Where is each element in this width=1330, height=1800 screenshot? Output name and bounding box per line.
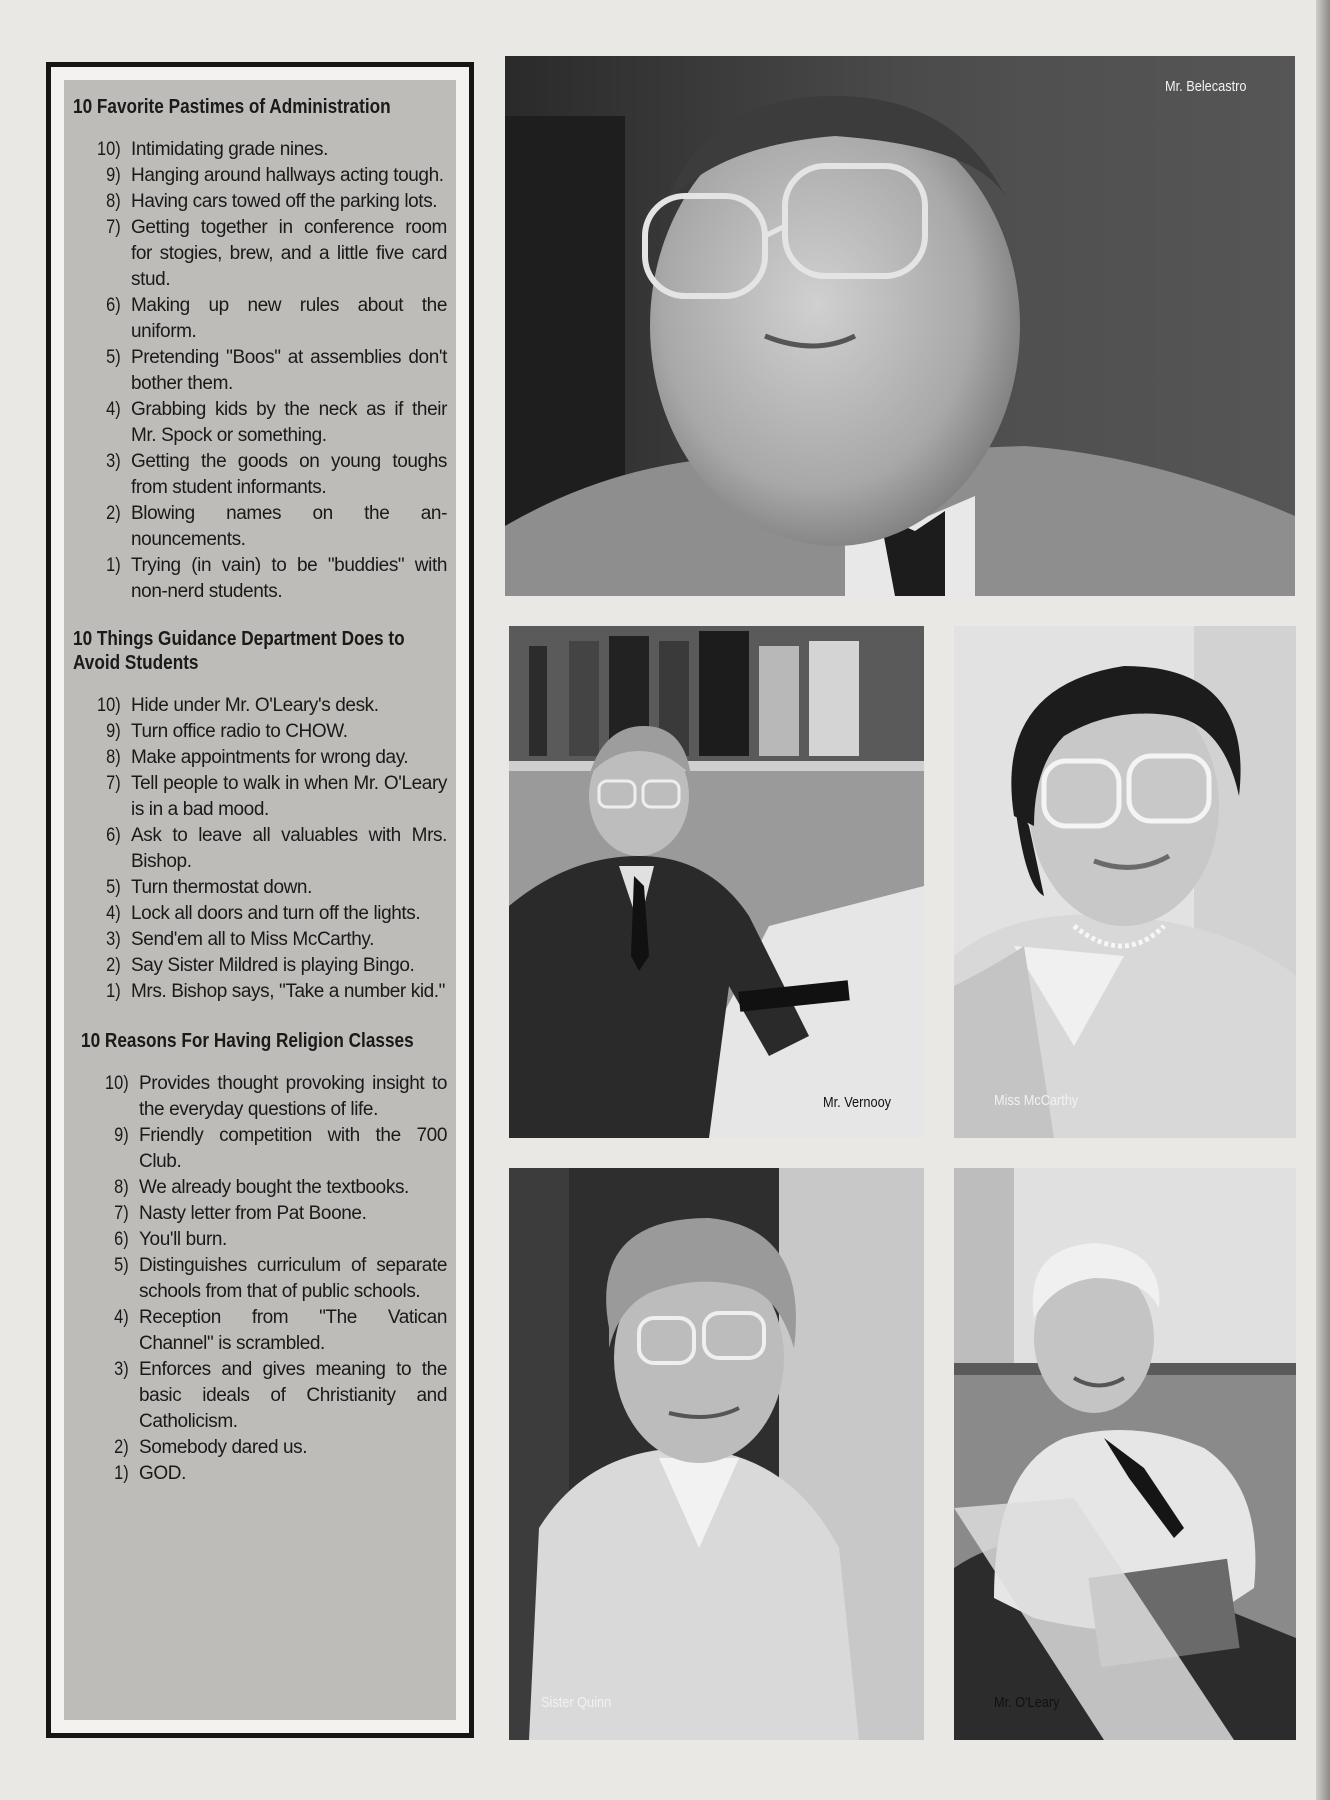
item-text: Getting the goods on young toughs from student informants. [131, 451, 447, 498]
photo-vernooy [509, 626, 924, 1138]
item-number: 4) [114, 1307, 129, 1328]
item-text: Blowing names on the an-nouncements. [131, 503, 447, 550]
list-item [81, 1253, 447, 1305]
item-number: 3) [114, 1359, 129, 1380]
item-text: Getting together in conference room for stogies, brew, and a little five card stud. [131, 217, 447, 290]
caption-quinn: Sister Quinn [541, 1694, 612, 1711]
list-item [73, 901, 447, 927]
item-number: 6) [114, 1229, 129, 1250]
item-number: 6) [106, 825, 121, 846]
list-item [73, 449, 447, 501]
item-number: 8) [106, 747, 121, 768]
item-text: Friendly competition with the 700 Club. [139, 1125, 447, 1172]
item-text: Enforces and gives meaning to the basic ideals of Christianity and Catholicism. [139, 1359, 447, 1432]
list-item [73, 215, 447, 293]
item-text: Nasty letter from Pat Boone. [139, 1203, 367, 1224]
list-item [73, 397, 447, 449]
portrait-belecastro-image [505, 56, 1295, 596]
portrait-oleary-image [954, 1168, 1296, 1740]
item-text: Hanging around hallways acting tough. [131, 165, 444, 186]
list-item [73, 345, 447, 397]
item-text: GOD. [139, 1463, 186, 1484]
portrait-mccarthy-image [954, 626, 1296, 1138]
text-panel-content [51, 67, 469, 1487]
item-number: 2) [114, 1437, 129, 1458]
section-title-religion: 10 Reasons For Having Religion Classes [81, 1030, 414, 1052]
item-number: 1) [106, 555, 121, 576]
item-text: Provides thought provoking insight to the everyday questions of life. [139, 1073, 447, 1120]
item-text: Mrs. Bishop says, "Take a number kid." [131, 981, 446, 1002]
list-administration [73, 137, 447, 605]
list-item [73, 553, 447, 605]
item-number: 9) [106, 165, 121, 186]
list-item [73, 163, 447, 189]
item-text: Ask to leave all valuables with Mrs. Bishop. [131, 825, 447, 872]
item-text: Hide under Mr. O'Leary's desk. [131, 695, 379, 716]
item-text: Say Sister Mildred is playing Bingo. [131, 955, 415, 976]
list-item [81, 1201, 447, 1227]
list-item [73, 823, 447, 875]
text-panel [46, 62, 474, 1738]
list-item [73, 927, 447, 953]
photo-mccarthy [954, 626, 1296, 1138]
item-number: 8) [114, 1177, 129, 1198]
caption-vernooy: Mr. Vernooy [823, 1094, 892, 1111]
list-item [73, 293, 447, 345]
item-number: 5) [106, 877, 121, 898]
list-item [81, 1071, 447, 1123]
item-number: 1) [114, 1463, 129, 1484]
item-text: We already bought the textbooks. [139, 1177, 409, 1198]
item-text: Make appointments for wrong day. [131, 747, 409, 768]
section-title-guidance: 10 Things Guidance Department Does to Avoid Students [73, 628, 405, 674]
item-number: 5) [114, 1255, 129, 1276]
list-item [81, 1435, 447, 1461]
item-number: 10) [97, 695, 121, 716]
list-religion [73, 1071, 447, 1487]
list-item [73, 875, 447, 901]
item-number: 2) [106, 503, 121, 524]
item-number: 4) [106, 903, 121, 924]
list-item [73, 745, 447, 771]
item-number: 7) [106, 217, 121, 238]
item-number: 10) [105, 1073, 129, 1094]
list-item [81, 1357, 447, 1435]
item-number: 9) [114, 1125, 129, 1146]
portrait-quinn-image [509, 1168, 924, 1740]
item-text: You'll burn. [139, 1229, 227, 1250]
list-item [81, 1123, 447, 1175]
item-text: Having cars towed off the parking lots. [131, 191, 438, 212]
list-guidance [73, 693, 447, 1005]
item-number: 3) [106, 451, 121, 472]
item-number: 3) [106, 929, 121, 950]
item-text: Send'em all to Miss McCarthy. [131, 929, 374, 950]
list-item [73, 953, 447, 979]
caption-oleary: Mr. O'Leary [994, 1694, 1060, 1711]
item-text: Distinguishes curriculum of separate schools from that of public schools. [139, 1255, 447, 1302]
list-item [81, 1227, 447, 1253]
list-item [73, 771, 447, 823]
item-number: 4) [106, 399, 121, 420]
item-text: Somebody dared us. [139, 1437, 308, 1458]
list-item [81, 1305, 447, 1357]
item-text: Tell people to walk in when Mr. O'Leary is in a bad mood. [131, 773, 447, 820]
item-text: Trying (in vain) to be "buddies" with non-nerd students. [131, 555, 447, 602]
item-text: Grabbing kids by the neck as if their Mr. Spock or something. [131, 399, 447, 446]
item-text: Intimidating grade nines. [131, 139, 329, 160]
item-text: Turn thermostat down. [131, 877, 312, 898]
list-item [81, 1461, 447, 1487]
item-text: Reception from "The Vatican Channel" is scrambled. [139, 1307, 447, 1354]
item-number: 10) [97, 139, 121, 160]
portrait-vernooy-image [509, 626, 924, 1138]
list-item [73, 137, 447, 163]
page-edge [1316, 0, 1330, 1800]
list-item [73, 979, 447, 1005]
photo-belecastro [505, 56, 1295, 596]
item-text: Pretending "Boos" at assemblies don't bother them. [131, 347, 447, 394]
section-title-administration: 10 Favorite Pastimes of Administration [73, 96, 391, 118]
photo-quinn [509, 1168, 924, 1740]
list-item [73, 719, 447, 745]
item-number: 6) [106, 295, 121, 316]
item-number: 8) [106, 191, 121, 212]
item-number: 1) [106, 981, 121, 1002]
item-text: Turn office radio to CHOW. [131, 721, 348, 742]
item-number: 2) [106, 955, 121, 976]
list-item [73, 501, 447, 553]
item-number: 9) [106, 721, 121, 742]
item-number: 5) [106, 347, 121, 368]
list-item [73, 693, 447, 719]
photo-oleary [954, 1168, 1296, 1740]
list-item [73, 189, 447, 215]
item-text: Lock all doors and turn off the lights. [131, 903, 421, 924]
item-number: 7) [106, 773, 121, 794]
caption-belecastro: Mr. Belecastro [1165, 78, 1247, 95]
item-text: Making up new rules about the uniform. [131, 295, 447, 342]
caption-mccarthy: Miss McCarthy [994, 1092, 1079, 1109]
item-number: 7) [114, 1203, 129, 1224]
list-item [81, 1175, 447, 1201]
